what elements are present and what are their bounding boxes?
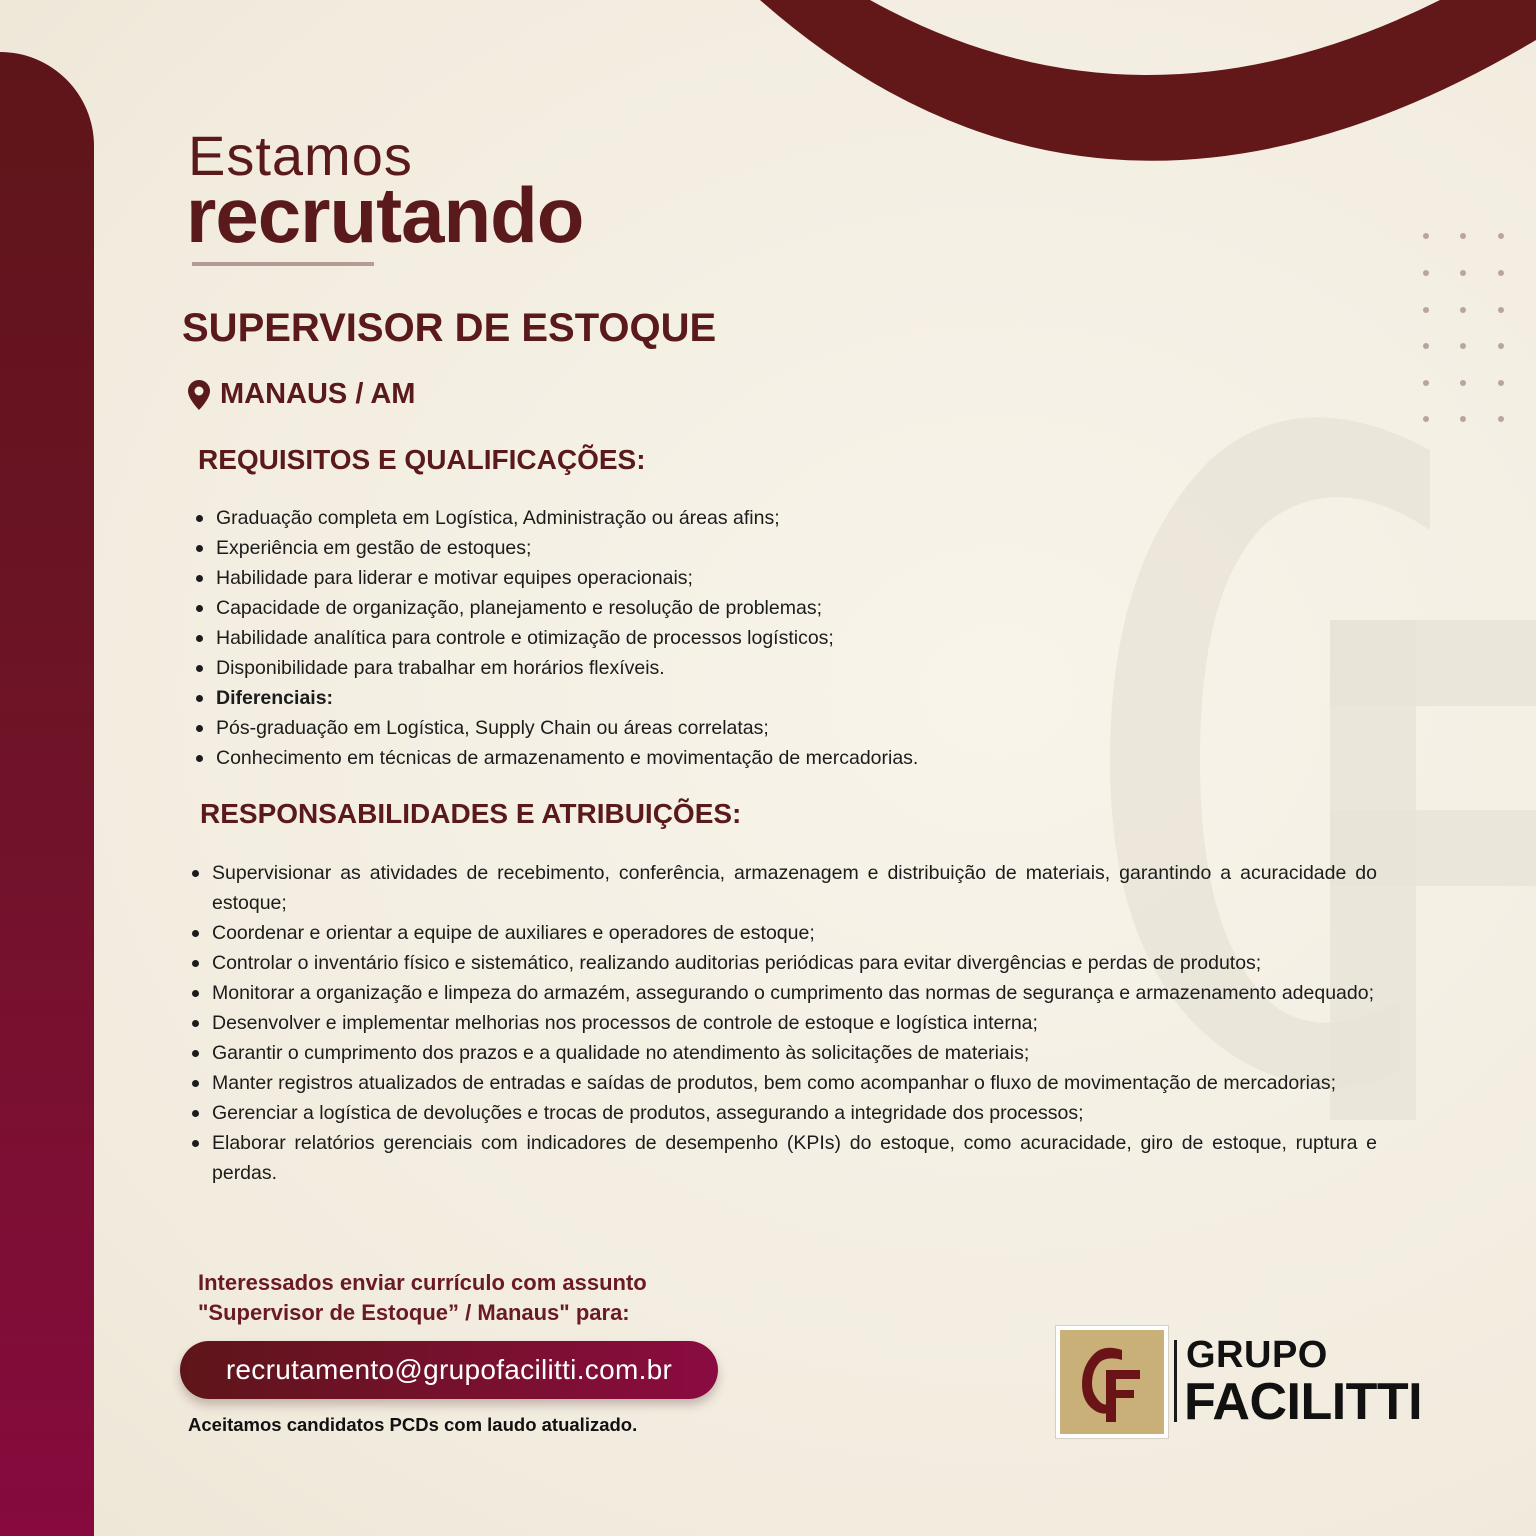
list-item: Monitorar a organização e limpeza do armazém, assegurando o cumprimento das normas de segurança e armazenamento adequado; [190,978,1377,1008]
list-item: Habilidade para liderar e motivar equipes operacionais; [194,563,1094,593]
list-item: Habilidade analítica para controle e otimização de processos logísticos; [194,623,1094,653]
list-item: Supervisionar as atividades de recebimento, conferência, armazenagem e distribuição de materiais, garantindo a acuracidade do estoque; [190,858,1377,918]
email-link[interactable]: recrutamento@grupofacilitti.com.br [180,1341,718,1399]
job-location [188,378,415,411]
instructions-line1: Interessados enviar currículo com assunto [198,1270,647,1295]
list-item: Experiência em gestão de estoques; [194,533,1094,563]
company-logo [1056,1326,1423,1438]
left-decorative-band [0,52,94,1536]
list-item: Garantir o cumprimento dos prazos e a qualidade no atendimento às solicitações de materiais; [190,1038,1377,1068]
responsibilities-list [190,858,1377,1188]
instructions-line2: "Supervisor de Estoque” / Manaus" para: [198,1300,630,1325]
headline-underline [192,262,374,266]
list-item: Pós-graduação em Logística, Supply Chain ou áreas correlatas; [194,713,1094,743]
list-item: Diferenciais: [194,683,1094,713]
requirements-title: REQUISITOS E QUALIFICAÇÕES: [198,444,646,475]
logo-divider [1174,1340,1177,1422]
list-item: Manter registros atualizados de entradas e saídas de produtos, bem como acompanhar o fluxo de movimentação de mercadorias; [190,1068,1377,1098]
list-item: Coordenar e orientar a equipe de auxiliares e operadores de estoque; [190,918,1377,948]
headline-line1: Estamos [188,124,413,187]
list-item: Gerenciar a logística de devoluções e trocas de produtos, assegurando a integridade dos processos; [190,1098,1377,1128]
list-item: Graduação completa em Logística, Administração ou áreas afins; [194,503,1094,533]
list-item: Controlar o inventário físico e sistemático, realizando auditorias periódicas para evitar divergências e perdas de produtos; [190,948,1377,978]
list-item: Desenvolver e implementar melhorias nos processos de controle de estoque e logística interna; [190,1008,1377,1038]
logo-text-bottom: FACILITTI [1184,1373,1423,1431]
job-title: SUPERVISOR DE ESTOQUE [182,306,717,350]
logo-text-top: GRUPO [1186,1334,1328,1376]
list-item: Disponibilidade para trabalhar em horários flexíveis. [194,653,1094,683]
pcd-note: Aceitamos candidatos PCDs com laudo atualizado. [188,1414,638,1435]
gf-logo-mark [1056,1326,1168,1438]
gf-monogram-icon [1060,1330,1164,1434]
list-item: Elaborar relatórios gerenciais com indicadores de desempenho (KPIs) do estoque, como acuracidade, giro de estoque, ruptura e perdas. [190,1128,1377,1188]
headline-line2: recrutando [186,171,584,259]
list-item: Conhecimento em técnicas de armazenamento e movimentação de mercadorias. [194,743,1094,773]
decorative-arc [720,0,1536,200]
map-pin-icon [188,380,210,410]
requirements-list [194,503,1094,773]
application-instructions [198,1268,647,1328]
location-text: MANAUS / AM [220,378,416,410]
responsibilities-title: RESPONSABILIDADES E ATRIBUIÇÕES: [200,798,742,829]
list-item: Capacidade de organização, planejamento e resolução de problemas; [194,593,1094,623]
